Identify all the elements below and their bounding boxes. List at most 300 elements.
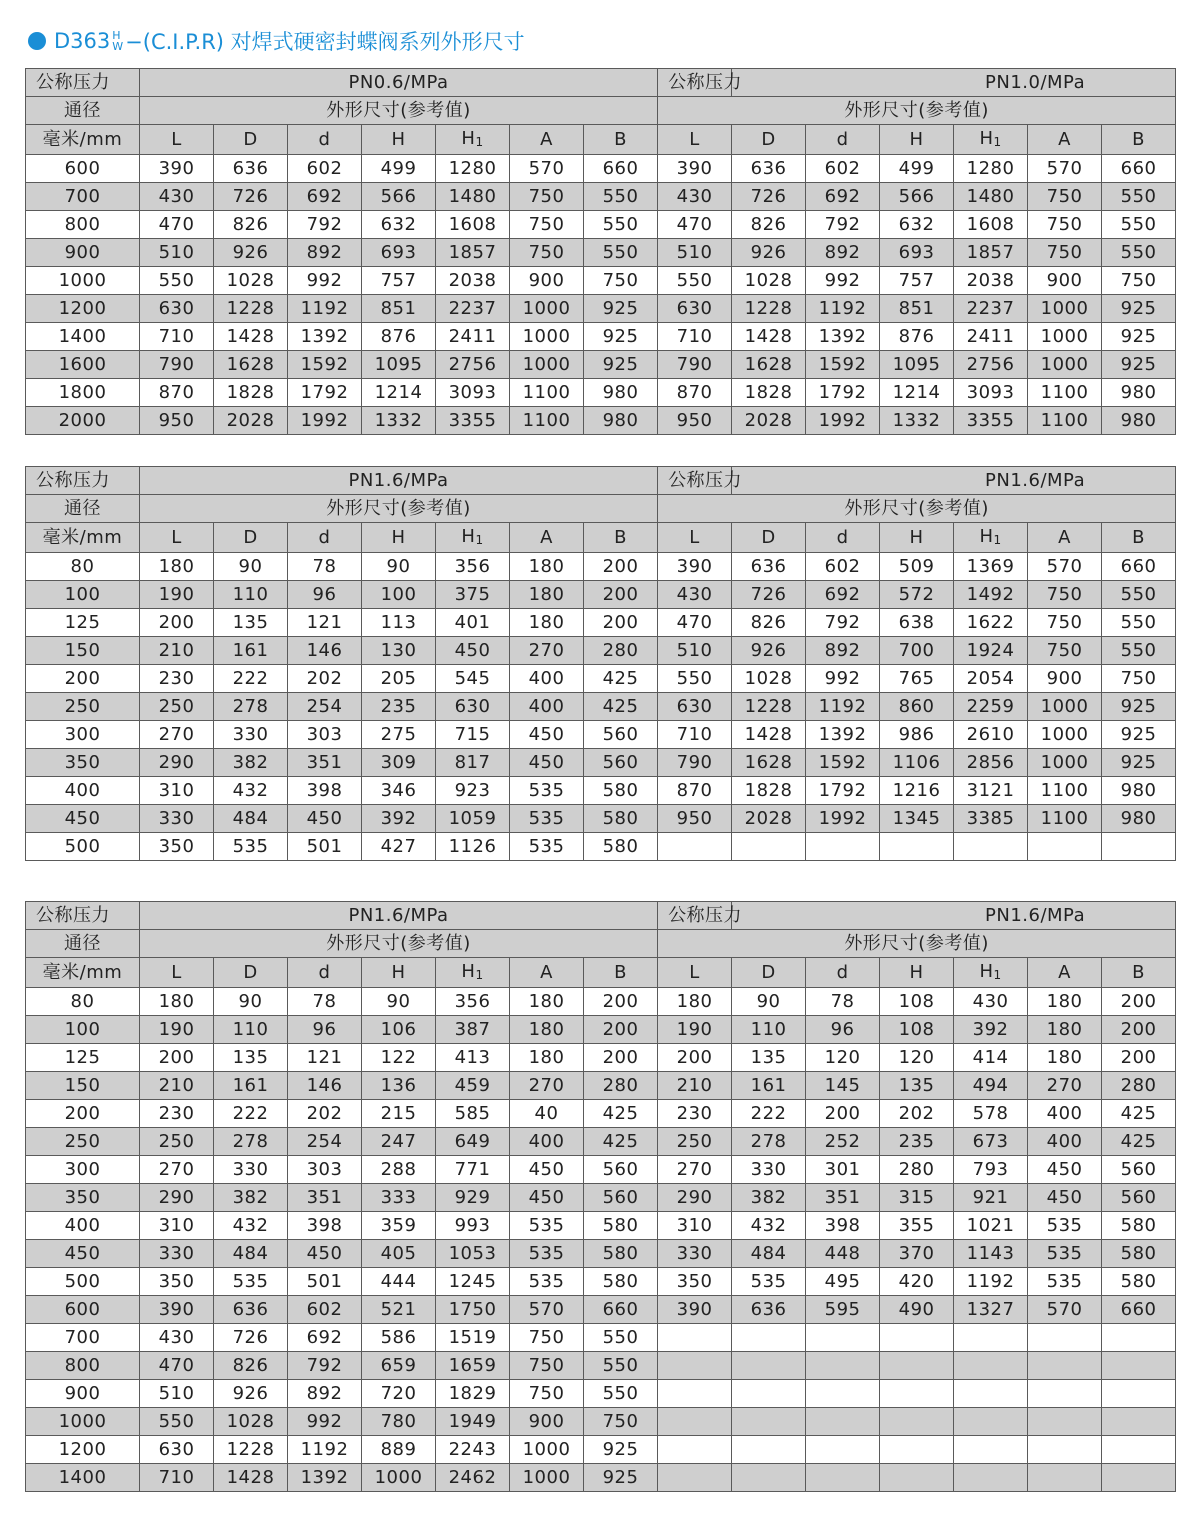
dims-label-right: 外形尺寸(参考值) — [658, 97, 1176, 125]
value-cell: 560 — [584, 749, 658, 777]
value-cell: 550 — [584, 1324, 658, 1352]
value-cell: 351 — [288, 1184, 362, 1212]
value-cell — [658, 1380, 732, 1408]
table-row — [26, 553, 1176, 581]
value-cell: 161 — [214, 1072, 288, 1100]
value-cell — [1028, 1352, 1102, 1380]
value-cell: 630 — [140, 1436, 214, 1464]
value-cell: 1924 — [954, 637, 1028, 665]
diameter-cell: 2000 — [26, 407, 140, 435]
value-cell — [658, 1464, 732, 1492]
column-header-b: B — [1102, 958, 1176, 988]
value-cell — [806, 1352, 880, 1380]
value-cell — [954, 833, 1028, 861]
value-cell: 215 — [362, 1100, 436, 1128]
column-header-l: L — [140, 523, 214, 553]
value-cell: 2237 — [954, 295, 1028, 323]
value-cell: 2411 — [954, 323, 1028, 351]
value-cell: 278 — [732, 1128, 806, 1156]
value-cell: 1857 — [436, 239, 510, 267]
value-cell: 602 — [806, 553, 880, 581]
value-cell: 692 — [806, 581, 880, 609]
value-cell: 693 — [880, 239, 954, 267]
column-header-d: d — [806, 958, 880, 988]
column-header-row — [26, 523, 1176, 553]
value-cell: 450 — [1028, 1184, 1102, 1212]
value-cell: 1480 — [436, 183, 510, 211]
value-cell: 826 — [214, 1352, 288, 1380]
value-cell: 110 — [214, 581, 288, 609]
value-cell: 585 — [436, 1100, 510, 1128]
value-cell: 580 — [584, 777, 658, 805]
value-cell — [880, 1436, 954, 1464]
value-cell: 1628 — [732, 351, 806, 379]
table-row — [26, 833, 1176, 861]
value-cell: 660 — [1102, 155, 1176, 183]
value-cell: 550 — [584, 211, 658, 239]
value-cell: 980 — [584, 407, 658, 435]
value-cell: 3093 — [436, 379, 510, 407]
value-cell — [732, 833, 806, 861]
column-header-h-subscript: 1 — [993, 135, 1002, 149]
dims-label-left: 外形尺寸(参考值) — [140, 495, 658, 523]
value-cell: 2259 — [954, 693, 1028, 721]
column-header-h1 — [954, 523, 1028, 553]
diameter-cell: 900 — [26, 1380, 140, 1408]
value-cell: 630 — [658, 693, 732, 721]
value-cell: 750 — [1028, 637, 1102, 665]
value-cell: 986 — [880, 721, 954, 749]
value-cell: 1214 — [880, 379, 954, 407]
value-cell: 350 — [658, 1268, 732, 1296]
pressure-value-left: PN0.6/MPa — [140, 69, 658, 97]
value-cell: 180 — [1028, 1044, 1102, 1072]
value-cell: 923 — [436, 777, 510, 805]
value-cell: 2054 — [954, 665, 1028, 693]
value-cell: 346 — [362, 777, 436, 805]
value-cell: 550 — [1102, 211, 1176, 239]
column-header-h-subscript: 1 — [993, 533, 1002, 547]
column-header-d: d — [288, 523, 362, 553]
column-header-d: D — [732, 125, 806, 155]
table-row — [26, 637, 1176, 665]
value-cell: 1192 — [954, 1268, 1028, 1296]
column-header-h: H — [880, 125, 954, 155]
value-cell: 1228 — [214, 1436, 288, 1464]
diameter-cell: 300 — [26, 721, 140, 749]
value-cell: 387 — [436, 1016, 510, 1044]
unit-label: 毫米/mm — [26, 523, 140, 553]
value-cell: 660 — [584, 1296, 658, 1324]
value-cell: 602 — [288, 155, 362, 183]
value-cell: 710 — [658, 721, 732, 749]
value-cell: 270 — [1028, 1072, 1102, 1100]
value-cell — [806, 1324, 880, 1352]
value-cell: 710 — [658, 323, 732, 351]
value-cell: 550 — [1102, 239, 1176, 267]
unit-label: 毫米/mm — [26, 958, 140, 988]
value-cell: 1829 — [436, 1380, 510, 1408]
dims-header-row — [26, 495, 1176, 523]
value-cell: 288 — [362, 1156, 436, 1184]
value-cell: 892 — [806, 637, 880, 665]
value-cell: 521 — [362, 1296, 436, 1324]
value-cell: 870 — [140, 379, 214, 407]
value-cell: 636 — [732, 155, 806, 183]
column-header-h-subscript: 1 — [475, 135, 484, 149]
dims-label-right: 外形尺寸(参考值) — [658, 495, 1176, 523]
diameter-cell: 300 — [26, 1156, 140, 1184]
value-cell: 510 — [658, 239, 732, 267]
value-cell: 280 — [1102, 1072, 1176, 1100]
value-cell: 250 — [140, 1128, 214, 1156]
value-cell: 290 — [658, 1184, 732, 1212]
value-cell — [1102, 1408, 1176, 1436]
value-cell: 925 — [584, 323, 658, 351]
value-cell: 1214 — [362, 379, 436, 407]
value-cell — [880, 1408, 954, 1436]
value-cell: 925 — [1102, 693, 1176, 721]
value-cell: 1792 — [806, 379, 880, 407]
value-cell: 1228 — [732, 295, 806, 323]
value-cell: 310 — [140, 1212, 214, 1240]
value-cell: 992 — [288, 267, 362, 295]
pressure-label-left: 公称压力 — [26, 902, 140, 930]
value-cell: 1792 — [806, 777, 880, 805]
value-cell: 390 — [658, 553, 732, 581]
value-cell: 925 — [1102, 721, 1176, 749]
value-cell: 252 — [806, 1128, 880, 1156]
value-cell: 1100 — [510, 379, 584, 407]
value-cell: 278 — [214, 693, 288, 721]
table-row — [26, 323, 1176, 351]
column-header-h1 — [954, 958, 1028, 988]
value-cell: 330 — [732, 1156, 806, 1184]
value-cell: 1028 — [732, 267, 806, 295]
column-header-row — [26, 125, 1176, 155]
value-cell: 121 — [288, 609, 362, 637]
value-cell: 2610 — [954, 721, 1028, 749]
value-cell: 270 — [658, 1156, 732, 1184]
value-cell: 375 — [436, 581, 510, 609]
value-cell: 1992 — [806, 805, 880, 833]
value-cell: 200 — [584, 581, 658, 609]
table-row — [26, 1352, 1176, 1380]
value-cell: 750 — [1028, 183, 1102, 211]
dims-header-row — [26, 930, 1176, 958]
value-cell: 602 — [288, 1296, 362, 1324]
value-cell: 351 — [806, 1184, 880, 1212]
value-cell — [1028, 833, 1102, 861]
value-cell: 222 — [732, 1100, 806, 1128]
value-cell: 1828 — [214, 379, 288, 407]
dimension-table-pn06-pn10 — [25, 68, 1176, 435]
pressure-value-left: PN1.6/MPa — [140, 467, 658, 495]
value-cell: 535 — [1028, 1212, 1102, 1240]
value-cell: 370 — [880, 1240, 954, 1268]
column-header-h: H — [362, 125, 436, 155]
value-cell: 993 — [436, 1212, 510, 1240]
value-cell: 750 — [510, 211, 584, 239]
value-cell: 636 — [214, 1296, 288, 1324]
value-cell: 130 — [362, 637, 436, 665]
diameter-cell: 800 — [26, 211, 140, 239]
value-cell: 926 — [732, 239, 806, 267]
value-cell: 692 — [806, 183, 880, 211]
value-cell: 750 — [1028, 581, 1102, 609]
value-cell: 280 — [584, 637, 658, 665]
value-cell: 450 — [510, 1156, 584, 1184]
value-cell: 135 — [214, 1044, 288, 1072]
value-cell: 535 — [1028, 1240, 1102, 1268]
bullet-dot-icon — [28, 32, 46, 50]
value-cell: 200 — [584, 988, 658, 1016]
column-header-h1 — [436, 125, 510, 155]
value-cell: 430 — [658, 581, 732, 609]
column-header-b: B — [584, 523, 658, 553]
value-cell: 1000 — [510, 1464, 584, 1492]
diameter-label: 通径 — [26, 495, 140, 523]
value-cell: 398 — [288, 777, 362, 805]
value-cell — [954, 1464, 1028, 1492]
value-cell: 550 — [658, 267, 732, 295]
value-cell: 876 — [880, 323, 954, 351]
value-cell: 892 — [288, 1380, 362, 1408]
value-cell: 660 — [1102, 1296, 1176, 1324]
value-cell: 1949 — [436, 1408, 510, 1436]
column-header-h-letter: H — [461, 526, 476, 547]
column-header-b: B — [584, 958, 658, 988]
value-cell: 146 — [288, 1072, 362, 1100]
value-cell: 401 — [436, 609, 510, 637]
table-row — [26, 1016, 1176, 1044]
column-header-h-letter: H — [461, 961, 476, 982]
value-cell: 580 — [584, 805, 658, 833]
column-header-d: d — [288, 125, 362, 155]
value-cell: 96 — [288, 1016, 362, 1044]
value-cell: 330 — [140, 1240, 214, 1268]
value-cell: 636 — [732, 553, 806, 581]
title-model: D363 — [54, 29, 111, 53]
value-cell: 921 — [954, 1184, 1028, 1212]
value-cell: 550 — [584, 239, 658, 267]
value-cell: 750 — [510, 1352, 584, 1380]
diameter-cell: 700 — [26, 183, 140, 211]
value-cell — [1102, 1436, 1176, 1464]
diameter-cell: 150 — [26, 637, 140, 665]
value-cell: 205 — [362, 665, 436, 693]
value-cell: 792 — [806, 609, 880, 637]
title-text — [54, 26, 525, 56]
value-cell: 876 — [362, 323, 436, 351]
value-cell: 750 — [1028, 239, 1102, 267]
value-cell: 425 — [584, 1100, 658, 1128]
unit-label: 毫米/mm — [26, 125, 140, 155]
value-cell: 925 — [1102, 749, 1176, 777]
value-cell: 290 — [140, 1184, 214, 1212]
value-cell: 200 — [140, 1044, 214, 1072]
value-cell: 108 — [880, 1016, 954, 1044]
value-cell: 392 — [362, 805, 436, 833]
pressure-label-right: 公称压力 — [658, 902, 732, 930]
value-cell: 693 — [362, 239, 436, 267]
value-cell: 180 — [510, 1044, 584, 1072]
value-cell: 280 — [584, 1072, 658, 1100]
pressure-label-left: 公称压力 — [26, 69, 140, 97]
value-cell: 180 — [1028, 988, 1102, 1016]
value-cell: 425 — [584, 665, 658, 693]
value-cell: 200 — [584, 609, 658, 637]
value-cell — [1102, 1324, 1176, 1352]
title-rest: −(C.I.P.R) 对焊式硬密封蝶阀系列外形尺寸 — [125, 30, 525, 54]
value-cell: 1392 — [288, 1464, 362, 1492]
value-cell: 430 — [658, 183, 732, 211]
value-cell: 2756 — [954, 351, 1028, 379]
value-cell: 550 — [1102, 637, 1176, 665]
value-cell: 1143 — [954, 1240, 1028, 1268]
value-cell: 270 — [510, 1072, 584, 1100]
value-cell: 649 — [436, 1128, 510, 1156]
table-row — [26, 1100, 1176, 1128]
value-cell: 510 — [140, 1380, 214, 1408]
value-cell: 602 — [806, 155, 880, 183]
value-cell: 270 — [140, 1156, 214, 1184]
table-row — [26, 351, 1176, 379]
value-cell: 180 — [510, 581, 584, 609]
value-cell — [806, 1436, 880, 1464]
diameter-cell: 1600 — [26, 351, 140, 379]
value-cell: 636 — [732, 1296, 806, 1324]
value-cell: 3355 — [954, 407, 1028, 435]
value-cell: 122 — [362, 1044, 436, 1072]
value-cell: 925 — [584, 295, 658, 323]
value-cell: 235 — [362, 693, 436, 721]
value-cell: 459 — [436, 1072, 510, 1100]
value-cell: 793 — [954, 1156, 1028, 1184]
value-cell: 900 — [510, 1408, 584, 1436]
column-header-d: d — [806, 523, 880, 553]
value-cell: 400 — [510, 693, 584, 721]
value-cell: 750 — [1028, 609, 1102, 637]
pressure-value-right: PN1.6/MPa — [732, 467, 1176, 495]
diameter-cell: 400 — [26, 1212, 140, 1240]
value-cell: 792 — [288, 1352, 362, 1380]
value-cell: 580 — [1102, 1212, 1176, 1240]
table-row — [26, 379, 1176, 407]
value-cell: 270 — [510, 637, 584, 665]
value-cell: 1192 — [806, 295, 880, 323]
value-cell — [880, 1464, 954, 1492]
value-cell — [880, 1352, 954, 1380]
diameter-cell: 500 — [26, 1268, 140, 1296]
diameter-cell: 600 — [26, 155, 140, 183]
value-cell: 425 — [584, 693, 658, 721]
column-header-l: L — [658, 523, 732, 553]
value-cell: 1000 — [1028, 295, 1102, 323]
value-cell: 1428 — [214, 1464, 288, 1492]
value-cell: 90 — [732, 988, 806, 1016]
column-header-h1 — [436, 958, 510, 988]
value-cell: 78 — [288, 988, 362, 1016]
value-cell: 190 — [658, 1016, 732, 1044]
value-cell: 470 — [140, 211, 214, 239]
value-cell: 398 — [806, 1212, 880, 1240]
diameter-cell: 450 — [26, 1240, 140, 1268]
value-cell: 490 — [880, 1296, 954, 1324]
value-cell: 1000 — [1028, 323, 1102, 351]
value-cell: 1228 — [732, 693, 806, 721]
value-cell: 1369 — [954, 553, 1028, 581]
column-header-h: H — [362, 523, 436, 553]
table-row — [26, 988, 1176, 1016]
value-cell: 750 — [510, 239, 584, 267]
table-row — [26, 1128, 1176, 1156]
value-cell — [732, 1380, 806, 1408]
value-cell: 470 — [658, 609, 732, 637]
value-cell: 1000 — [510, 323, 584, 351]
value-cell: 1053 — [436, 1240, 510, 1268]
dims-label-left: 外形尺寸(参考值) — [140, 930, 658, 958]
value-cell: 180 — [510, 553, 584, 581]
column-header-b: B — [1102, 125, 1176, 155]
table-row — [26, 267, 1176, 295]
value-cell: 425 — [584, 1128, 658, 1156]
value-cell: 1628 — [214, 351, 288, 379]
value-cell: 190 — [140, 581, 214, 609]
value-cell: 1000 — [1028, 351, 1102, 379]
value-cell — [806, 1380, 880, 1408]
pressure-label-left: 公称压力 — [26, 467, 140, 495]
pressure-header-row — [26, 902, 1176, 930]
value-cell: 950 — [140, 407, 214, 435]
value-cell: 715 — [436, 721, 510, 749]
value-cell — [806, 1408, 880, 1436]
value-cell: 250 — [140, 693, 214, 721]
value-cell: 560 — [584, 721, 658, 749]
value-cell: 560 — [1102, 1184, 1176, 1212]
diameter-label: 通径 — [26, 97, 140, 125]
value-cell: 96 — [288, 581, 362, 609]
table-row — [26, 1296, 1176, 1324]
value-cell: 1059 — [436, 805, 510, 833]
value-cell: 1228 — [214, 295, 288, 323]
value-cell: 757 — [362, 267, 436, 295]
column-header-b: B — [584, 125, 658, 155]
value-cell: 1327 — [954, 1296, 1028, 1324]
value-cell: 1000 — [510, 295, 584, 323]
title-sup: H — [112, 29, 121, 42]
diameter-cell: 900 — [26, 239, 140, 267]
diameter-cell: 250 — [26, 693, 140, 721]
diameter-cell: 1200 — [26, 295, 140, 323]
value-cell: 790 — [140, 351, 214, 379]
value-cell: 817 — [436, 749, 510, 777]
value-cell: 771 — [436, 1156, 510, 1184]
value-cell: 1000 — [362, 1464, 436, 1492]
value-cell: 450 — [1028, 1156, 1102, 1184]
value-cell: 484 — [214, 1240, 288, 1268]
value-cell: 200 — [584, 553, 658, 581]
value-cell: 1000 — [1028, 749, 1102, 777]
value-cell: 750 — [1028, 211, 1102, 239]
value-cell: 110 — [214, 1016, 288, 1044]
value-cell: 135 — [880, 1072, 954, 1100]
value-cell: 430 — [140, 183, 214, 211]
value-cell: 726 — [214, 1324, 288, 1352]
value-cell: 254 — [288, 693, 362, 721]
value-cell: 780 — [362, 1408, 436, 1436]
dims-label-left: 外形尺寸(参考值) — [140, 97, 658, 125]
